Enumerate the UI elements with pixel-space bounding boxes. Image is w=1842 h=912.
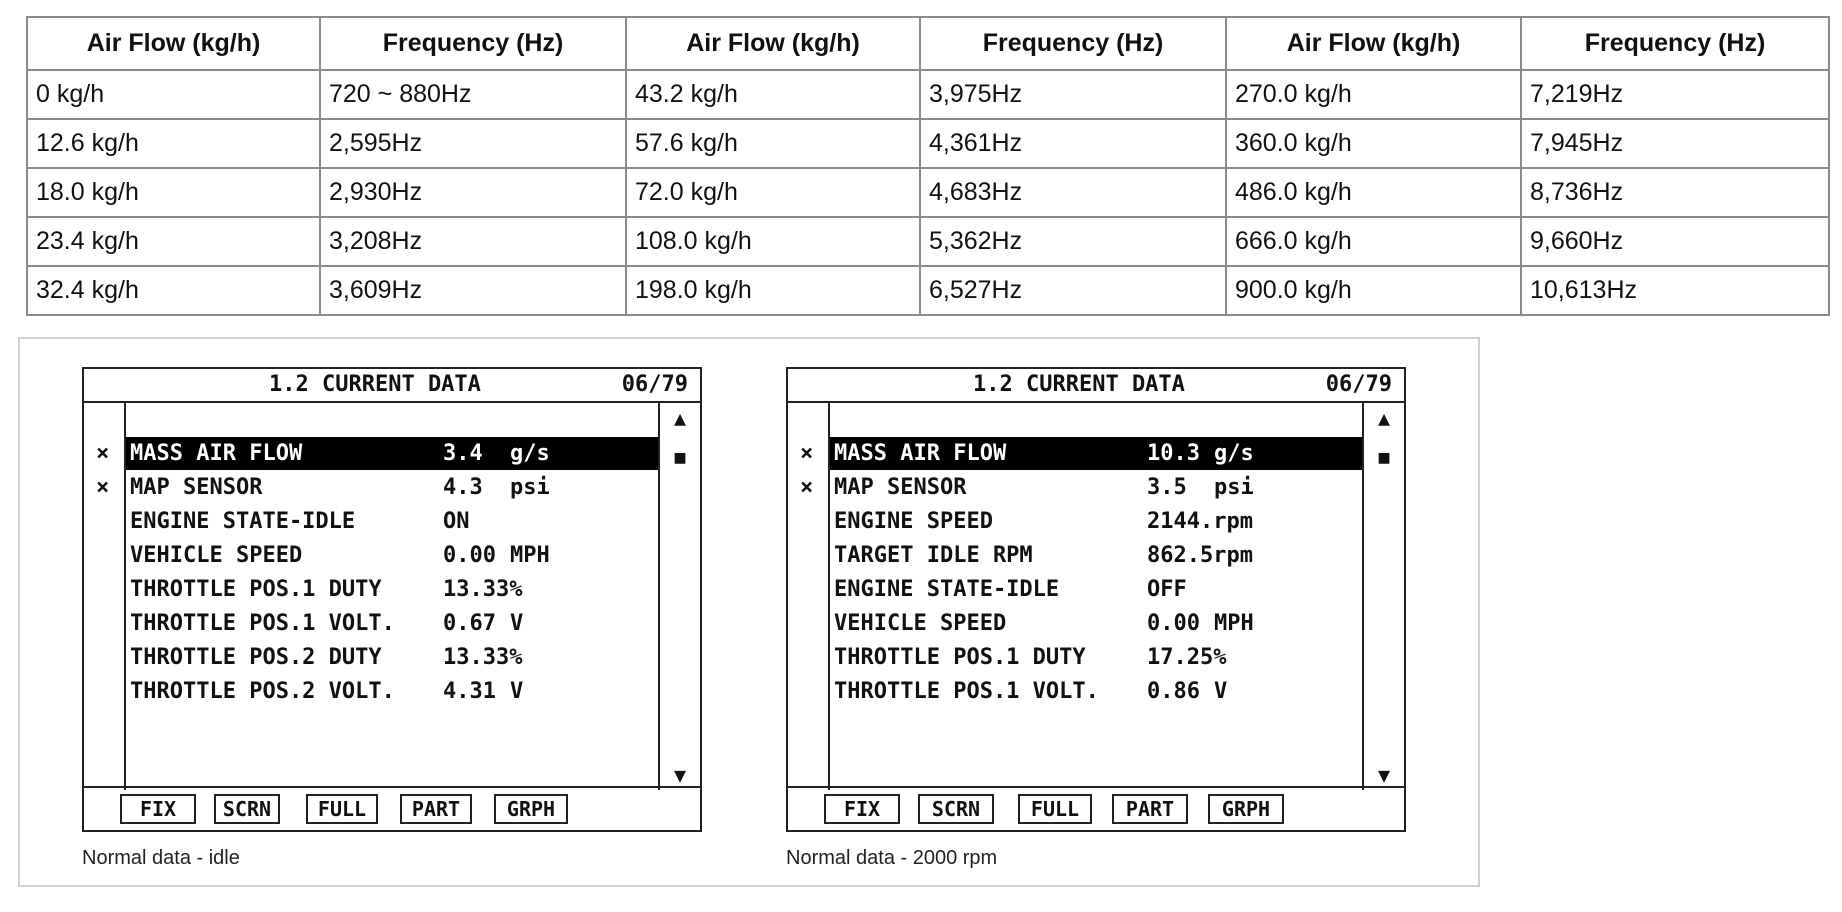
- table-cell: 23.4 kg/h: [27, 217, 320, 266]
- scroll-up-icon[interactable]: ▲: [673, 406, 687, 430]
- scrn-button[interactable]: SCRN: [214, 794, 280, 824]
- table-cell: 43.2 kg/h: [626, 70, 920, 119]
- scroll-up-icon[interactable]: ▲: [1377, 406, 1391, 430]
- parameter-name: MAP SENSOR: [834, 475, 967, 500]
- parameter-name: MAP SENSOR: [130, 475, 263, 500]
- soft-key-bar: [788, 786, 1404, 830]
- parameter-value: OFF: [1147, 577, 1187, 602]
- part-button[interactable]: PART: [1112, 794, 1188, 824]
- data-row-map-sensor[interactable]: [126, 471, 660, 504]
- soft-key-bar: [84, 786, 700, 830]
- table-row: [27, 168, 1829, 217]
- caption-2000-rpm: Normal data - 2000 rpm: [786, 847, 998, 869]
- parameter-name: THROTTLE POS.1 DUTY: [834, 645, 1086, 670]
- table-cell: 9,660Hz: [1521, 217, 1829, 266]
- table-cell: 2,930Hz: [320, 168, 626, 217]
- parameter-name: ENGINE STATE-IDLE: [130, 509, 356, 534]
- parameter-value: 0.86: [1147, 679, 1200, 704]
- table-cell: 666.0 kg/h: [1226, 217, 1521, 266]
- caption-idle: Normal data - idle: [82, 847, 240, 869]
- screen-title: 1.2 CURRENT DATA: [973, 372, 1185, 397]
- header-frequency: Frequency (Hz): [320, 17, 626, 70]
- full-button[interactable]: FULL: [306, 794, 378, 824]
- table-cell: 3,208Hz: [320, 217, 626, 266]
- scanner-screen: [82, 367, 702, 832]
- fix-button[interactable]: FIX: [824, 794, 900, 824]
- header-air-flow: Air Flow (kg/h): [27, 17, 320, 70]
- scroll-thumb-icon[interactable]: ■: [674, 447, 686, 468]
- scrollbar[interactable]: [658, 403, 700, 790]
- table-cell: 4,683Hz: [920, 168, 1226, 217]
- parameter-value: 2144.rpm: [1147, 509, 1253, 534]
- scan-tool-panel: [18, 337, 1480, 887]
- parameter-value: 13.33%: [443, 577, 523, 602]
- parameter-value: 4.31: [443, 679, 496, 704]
- parameter-unit: g/s: [1214, 441, 1254, 466]
- table-cell: 2,595Hz: [320, 119, 626, 168]
- parameter-unit: V: [510, 679, 524, 704]
- parameter-unit: V: [1214, 679, 1228, 704]
- parameter-name: THROTTLE POS.1 VOLT.: [130, 611, 395, 636]
- data-row-vehicle-speed[interactable]: [830, 607, 1364, 640]
- parameter-value: 4.3: [443, 475, 483, 500]
- parameter-name: THROTTLE POS.1 DUTY: [130, 577, 382, 602]
- full-button[interactable]: FULL: [1018, 794, 1092, 824]
- parameter-value: 13.33%: [443, 645, 523, 670]
- parameter-value: 3.4: [443, 441, 483, 466]
- data-row-target-idle-rpm[interactable]: [830, 539, 1364, 572]
- data-row-engine-state-idle[interactable]: [126, 505, 660, 538]
- parameter-name: ENGINE SPEED: [834, 509, 993, 534]
- parameter-unit: MPH: [1214, 611, 1254, 636]
- table-header-row: [27, 17, 1829, 70]
- parameter-name: VEHICLE SPEED: [834, 611, 1007, 636]
- table-cell: 8,736Hz: [1521, 168, 1829, 217]
- scroll-thumb-icon[interactable]: ■: [1378, 447, 1390, 468]
- data-row-vehicle-speed[interactable]: [126, 539, 660, 572]
- parameter-value: ON: [443, 509, 470, 534]
- header-air-flow: Air Flow (kg/h): [1226, 17, 1521, 70]
- parameter-name: MASS AIR FLOW: [834, 441, 1007, 466]
- part-button[interactable]: PART: [400, 794, 472, 824]
- header-frequency: Frequency (Hz): [920, 17, 1226, 70]
- scrn-button[interactable]: SCRN: [918, 794, 994, 824]
- table-row: [27, 266, 1829, 315]
- table-cell: 5,362Hz: [920, 217, 1226, 266]
- data-row-throttle-pos1-duty[interactable]: [830, 641, 1364, 674]
- table-row: [27, 217, 1829, 266]
- table-cell: 486.0 kg/h: [1226, 168, 1521, 217]
- parameter-value: 17.25%: [1147, 645, 1227, 670]
- table-cell: 3,975Hz: [920, 70, 1226, 119]
- table-cell: 12.6 kg/h: [27, 119, 320, 168]
- data-row-mass-air-flow[interactable]: [126, 437, 660, 470]
- parameter-value: 10.3: [1147, 441, 1200, 466]
- table-cell: 57.6 kg/h: [626, 119, 920, 168]
- fixed-marker-icon: ×: [800, 475, 814, 500]
- data-row-map-sensor[interactable]: [830, 471, 1364, 504]
- parameter-name: ENGINE STATE-IDLE: [834, 577, 1060, 602]
- scrollbar[interactable]: [1362, 403, 1404, 790]
- fix-mark-column: [84, 403, 126, 790]
- table-cell: 108.0 kg/h: [626, 217, 920, 266]
- fixed-marker-icon: ×: [96, 475, 110, 500]
- table-cell: 270.0 kg/h: [1226, 70, 1521, 119]
- parameter-name: TARGET IDLE RPM: [834, 543, 1033, 568]
- grph-button[interactable]: GRPH: [1208, 794, 1284, 824]
- parameter-unit: psi: [1214, 475, 1254, 500]
- scroll-down-icon[interactable]: ▼: [673, 763, 687, 787]
- parameter-name: VEHICLE SPEED: [130, 543, 303, 568]
- parameter-name: THROTTLE POS.2 VOLT.: [130, 679, 395, 704]
- data-row-throttle-pos1-volt[interactable]: [830, 675, 1364, 708]
- parameter-value: 862.5rpm: [1147, 543, 1253, 568]
- table-cell: 18.0 kg/h: [27, 168, 320, 217]
- parameter-unit: V: [510, 611, 524, 636]
- fix-button[interactable]: FIX: [120, 794, 196, 824]
- table-cell: 4,361Hz: [920, 119, 1226, 168]
- data-row-throttle-pos2-volt[interactable]: [126, 675, 660, 708]
- parameter-name: THROTTLE POS.2 DUTY: [130, 645, 382, 670]
- page-counter: 06/79: [621, 372, 688, 397]
- screen-header: [84, 369, 700, 403]
- parameter-value: 3.5: [1147, 475, 1187, 500]
- parameter-unit: g/s: [510, 441, 550, 466]
- table-cell: 360.0 kg/h: [1226, 119, 1521, 168]
- parameter-value: 0.00: [443, 543, 496, 568]
- data-row-engine-speed[interactable]: [830, 505, 1364, 538]
- fixed-marker-icon: ×: [96, 441, 110, 466]
- table-cell: 0 kg/h: [27, 70, 320, 119]
- scanner-screen: [786, 367, 1406, 832]
- table-cell: 3,609Hz: [320, 266, 626, 315]
- screen-title: 1.2 CURRENT DATA: [269, 372, 481, 397]
- scroll-down-icon[interactable]: ▼: [1377, 763, 1391, 787]
- grph-button[interactable]: GRPH: [494, 794, 568, 824]
- table-row: [27, 70, 1829, 119]
- page-counter: 06/79: [1325, 372, 1392, 397]
- parameter-value: 0.67: [443, 611, 496, 636]
- table-cell: 900.0 kg/h: [1226, 266, 1521, 315]
- screen-header: [788, 369, 1404, 403]
- parameter-unit: psi: [510, 475, 550, 500]
- parameter-name: MASS AIR FLOW: [130, 441, 303, 466]
- parameter-value: 0.00: [1147, 611, 1200, 636]
- data-row-throttle-pos2-duty[interactable]: [126, 641, 660, 674]
- data-row-throttle-pos1-volt[interactable]: [126, 607, 660, 640]
- table-cell: 198.0 kg/h: [626, 266, 920, 315]
- table-cell: 6,527Hz: [920, 266, 1226, 315]
- header-frequency: Frequency (Hz): [1521, 17, 1829, 70]
- parameter-unit: MPH: [510, 543, 550, 568]
- airflow-frequency-table: [26, 16, 1830, 316]
- table-cell: 7,219Hz: [1521, 70, 1829, 119]
- fixed-marker-icon: ×: [800, 441, 814, 466]
- table-row: [27, 119, 1829, 168]
- parameter-name: THROTTLE POS.1 VOLT.: [834, 679, 1099, 704]
- data-row-throttle-pos1-duty[interactable]: [126, 573, 660, 606]
- table-cell: 7,945Hz: [1521, 119, 1829, 168]
- data-row-engine-state-idle[interactable]: [830, 573, 1364, 606]
- table-cell: 32.4 kg/h: [27, 266, 320, 315]
- data-row-mass-air-flow[interactable]: [830, 437, 1364, 470]
- table-cell: 720 ~ 880Hz: [320, 70, 626, 119]
- table-cell: 72.0 kg/h: [626, 168, 920, 217]
- scanner-2000-rpm: [786, 367, 1406, 869]
- fix-mark-column: [788, 403, 830, 790]
- scanner-idle: [82, 367, 702, 869]
- table-cell: 10,613Hz: [1521, 266, 1829, 315]
- header-air-flow: Air Flow (kg/h): [626, 17, 920, 70]
